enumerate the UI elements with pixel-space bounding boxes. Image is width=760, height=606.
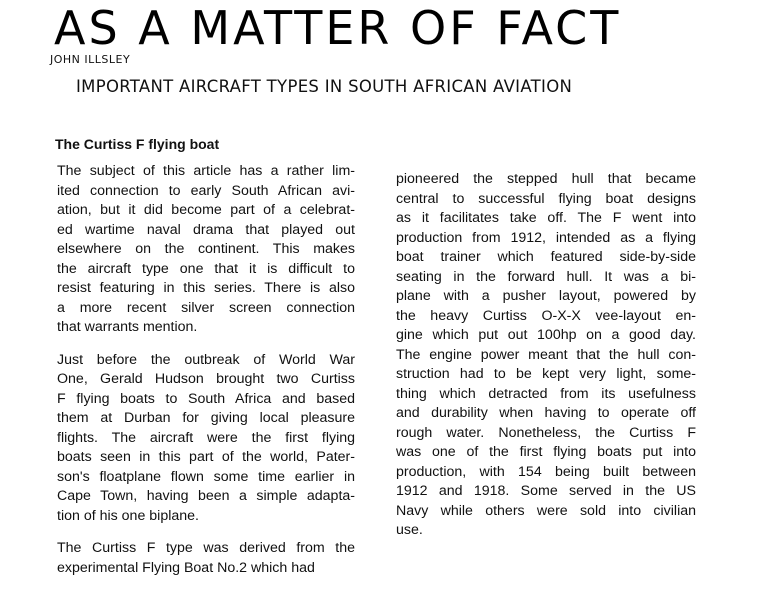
paragraph-line: One, Gerald Hudson brought two Curtiss xyxy=(57,371,355,387)
paragraph-line: and durability when having to operate off xyxy=(396,405,696,421)
paragraph-line: The subject of this article has a rather lim- xyxy=(57,163,355,179)
series-subtitle: IMPORTANT AIRCRAFT TYPES IN SOUTH AFRICAN AVIATION xyxy=(76,77,573,96)
article-paragraph xyxy=(57,162,355,338)
paragraph-line: The engine power meant that the hull con- xyxy=(396,346,696,363)
right-column xyxy=(396,170,696,541)
paragraph-line: a more recent silver screen connection xyxy=(57,299,355,316)
paragraph-line: boats seen in this part of the world, Pater- xyxy=(57,449,355,465)
paragraph-line: flights. The aircraft were the first flying xyxy=(57,429,355,446)
paragraph-line: seating in the forward hull. It was a bi- xyxy=(396,268,696,285)
paragraph-line: ed wartime naval drama that played out xyxy=(57,221,355,238)
paragraph-line: them at Durban for giving local pleasure xyxy=(57,410,355,426)
paragraph-line: struction had to be kept very light, some- xyxy=(396,366,696,382)
paragraph-line: the heavy Curtiss O-X-X vee-layout en- xyxy=(396,307,696,324)
paragraph-line: thing which detracted from its usefulness xyxy=(396,385,696,402)
paragraph-line: 1912 and 1918. Some served in the US xyxy=(396,483,696,499)
paragraph-line: pioneered the stepped hull that became xyxy=(396,171,696,187)
left-column xyxy=(57,162,355,578)
paragraph-line: Navy while others were sold into civilian xyxy=(396,502,696,519)
paragraph-line: experimental Flying Boat No.2 which had xyxy=(57,559,315,576)
paragraph-line: central to successful flying boat designs xyxy=(396,190,696,207)
article-paragraph xyxy=(57,539,355,578)
paragraph-line: boat trainer which featured side-by-side xyxy=(396,249,696,265)
paragraph-line: tion of his one biplane. xyxy=(57,507,199,524)
article-paragraph xyxy=(57,351,355,527)
paragraph-line: was one of the first flying boats put into xyxy=(396,444,696,460)
paragraph-line: Just before the outbreak of World War xyxy=(57,351,355,368)
paragraph-line: the aircraft type one that it is difficult to xyxy=(57,260,355,277)
paragraph-line: use. xyxy=(396,522,423,538)
paragraph-line: ited connection to early South African avi- xyxy=(57,182,355,199)
paragraph-line: The Curtiss F type was derived from the xyxy=(57,540,355,556)
article-heading: The Curtiss F flying boat xyxy=(55,136,220,152)
paragraph-line: production, with 154 being built between xyxy=(396,463,696,480)
paragraph-line: rough water. Nonetheless, the Curtiss F xyxy=(396,424,696,441)
paragraph-line: as it facilitates take off. The F went into xyxy=(396,210,696,226)
paragraph-line: F flying boats to South Africa and based xyxy=(57,390,355,407)
paragraph-line: plane with a pusher layout, powered by xyxy=(396,288,696,304)
paragraph-line: resist featuring in this series. There is also xyxy=(57,280,355,296)
paragraph-line: production from 1912, intended as a flying xyxy=(396,229,696,246)
paragraph-line: elsewhere on the continent. This makes xyxy=(57,241,355,257)
paragraph-line: son's floatplane flown some time earlier in xyxy=(57,468,355,485)
masthead-title: AS A MATTER OF FACT xyxy=(54,1,622,55)
paragraph-line: gine which put out 100hp on a good day. xyxy=(396,327,696,343)
paragraph-line: that warrants mention. xyxy=(57,319,198,335)
paragraph-line: Cape Town, having been a simple adapta- xyxy=(57,488,355,504)
author-name: JOHN ILLSLEY xyxy=(50,53,131,66)
article-paragraph xyxy=(396,170,696,541)
paragraph-line: ation, but it did become part of a celebrat- xyxy=(57,202,355,218)
